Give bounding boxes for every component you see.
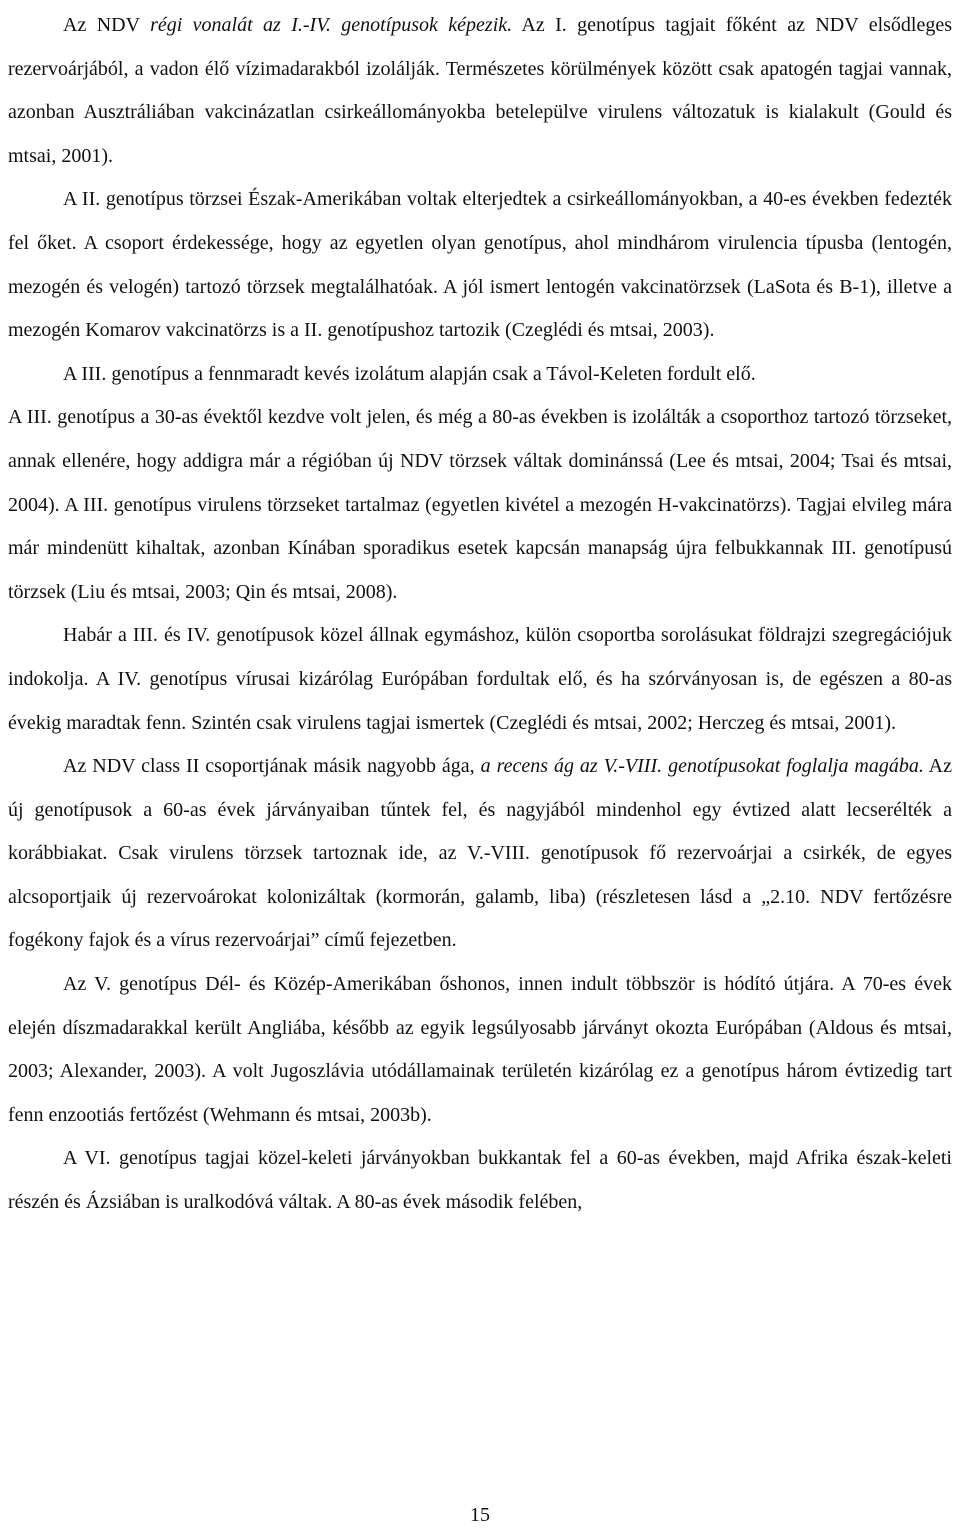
paragraph-genotype-6: A VI. genotípus tagjai közel-keleti járványokban bukkantak fel a 60-as években, majd Afrika észak-keleti részén és Ázsiában is uralkodóvá váltak. A 80-as évek második felében, <box>8 1147 952 1214</box>
paragraph-genotype-4: Habár a III. és IV. genotípusok közel állnak egymáshoz, külön csoportba sorolásukat földrajzi szegregációjuk indokolja. A IV. genotípus vírusai kizárólag Európában fordultak elő, és ha szórványosan is, de egészen a 80-as évekig maradtak fenn. Szintén csak virulens tagjai ismertek (Czeglédi és mtsai, 2002; Herczeg és mtsai, 2001). <box>8 624 952 734</box>
paragraph-genotype-3-intro: A III. genotípus a fennmaradt kevés izolátum alapján csak a Távol-Keleten fordult elő. <box>63 362 756 385</box>
page-number: 15 <box>470 1504 490 1526</box>
body-text <box>8 0 952 1225</box>
paragraph-text: Az új genotípusok a 60-as évek járványaiban tűntek fel, és nagyjából mindenhol egy évtized alatt lecserélték a korábbiakat. Csak virulens törzsek tartoznak ide, az V.-VIII. genotípusok fő rezervoárjai a csirkék, de egyes alcsoportjaik új rezervoárokat kolonizáltak (kormorán, galamb, liba) (részletesen lásd a „2.10. NDV fertőzésre fogékony fajok és a vírus rezervoárjai” című fejezetben. <box>8 755 953 952</box>
italic-emphasis: régi vonalát az I.-IV. genotípusok képezik. <box>150 14 513 36</box>
paragraph-text: Az I. genotípus tagjait főként az NDV elsődleges rezervoárjából, a vadon élő vízimadarakból izolálják. Természetes körülmények között csak apatogén tagjai vannak, azonban Ausztráliában vakcinázatlan csirkeállományokba betelepülve virulens változatuk is kialakult (Gould és mtsai, 2001). <box>8 14 953 167</box>
paragraph-genotype-5: Az V. genotípus Dél- és Közép-Amerikában őshonos, innen indult többször is hódító útjára. A 70-es évek elején díszmadarakkal került Angliába, később az egyik legsúlyosabb járványt okozta Európában (Aldous és mtsai, 2003; Alexander, 2003). A volt Jugoszlávia utódállamainak területén kizárólag ez a genotípus három évtizedig tart fenn enzootiás fertőzést (Wehmann és mtsai, 2003b). <box>8 973 952 1126</box>
paragraph-old-lineage-genotype-1 <box>8 4 952 178</box>
paragraph-text: Az NDV <box>63 14 151 36</box>
paragraph-genotype-3-detail: A III. genotípus a 30-as évektől kezdve volt jelen, és még a 80-as években is izolálták a csoporthoz tartozó törzseket, annak ellenére, hogy addigra már a régióban új NDV törzsek váltak dominánssá (Lee és mtsai, 2004; Tsai és mtsai, 2004). A III. genotípus virulens törzseket tartalmaz (egyetlen kivétel a mezogén H-vakcinatörzs). Tagjai elvileg mára már mindenütt kihaltak, azonban Kínában sporadikus esetek kapcsán manapság újra felbukkannak III. genotípusú törzsek (Liu és mtsai, 2003; Qin és mtsai, 2008). <box>8 406 952 603</box>
paragraph-recent-branch <box>8 745 952 963</box>
italic-emphasis: a recens ág az V.-VIII. genotípusokat foglalja magába. <box>480 755 924 778</box>
paragraph-text: Az NDV class II csoportjának másik nagyobb ága, <box>63 755 481 778</box>
paragraph-genotype-2: A II. genotípus törzsei Észak-Amerikában voltak elterjedtek a csirkeállományokban, a 40-es években fedezték fel őket. A csoport érdekessége, hogy az egyetlen olyan genotípus, ahol mindhárom virulencia típusba (lentogén, mezogén és velogén) tartozó törzsek megtalálhatóak. A jól ismert lentogén vakcinatörzsek (LaSota és B-1), illetve a mezogén Komarov vakcinatörzs is a II. genotípushoz tartozik (Czeglédi és mtsai, 2003). <box>8 188 952 342</box>
